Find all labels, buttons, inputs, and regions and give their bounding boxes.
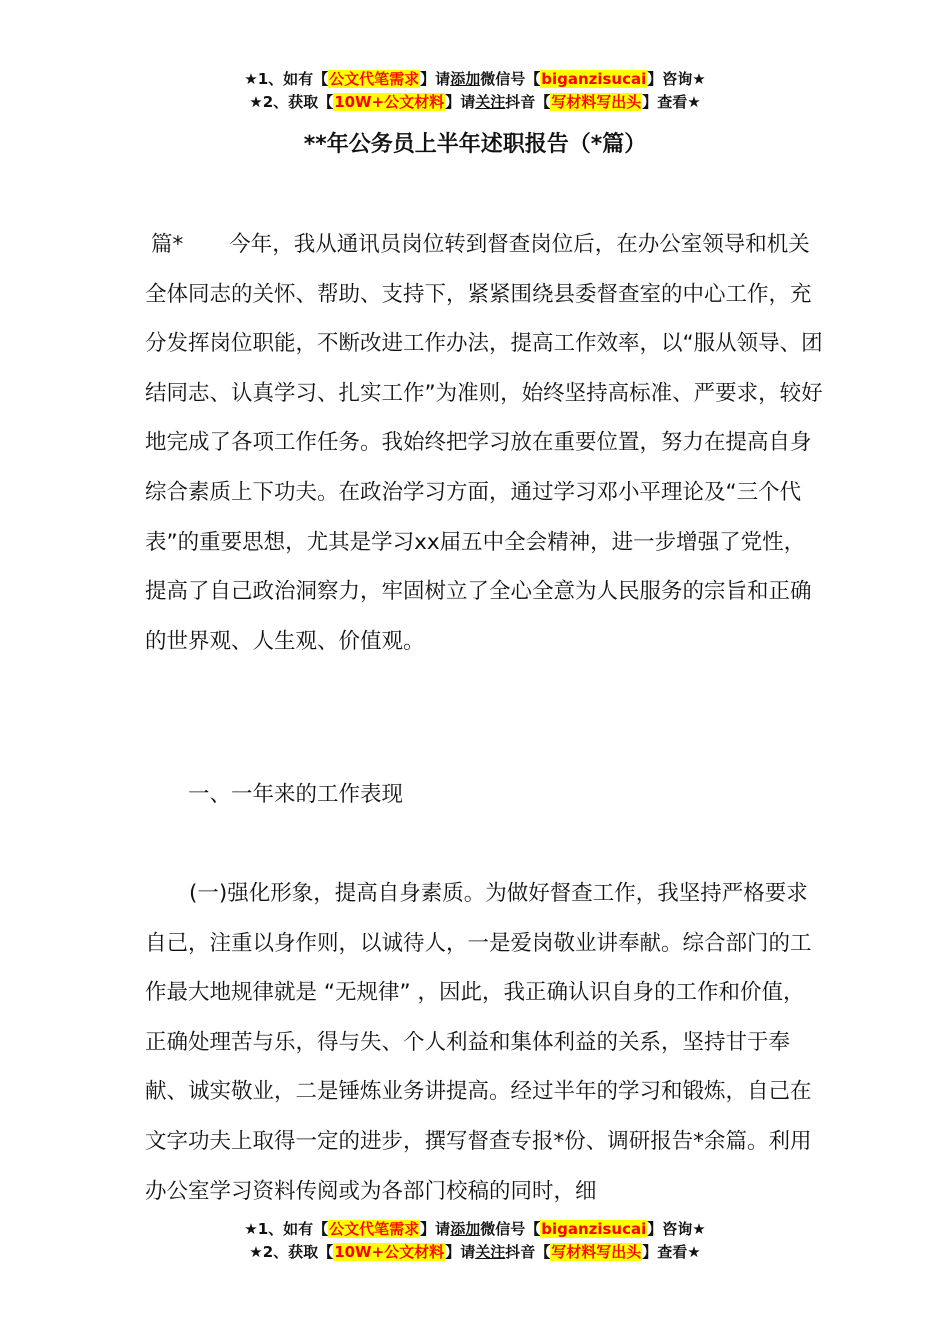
banner-line-2 xyxy=(0,91,950,114)
paragraph-1 xyxy=(145,220,825,666)
banner-text: 】查看★ xyxy=(642,1243,701,1261)
banner-highlight: 10W+公文材料 xyxy=(334,93,445,111)
banner-text: 】请 xyxy=(420,70,451,88)
paragraph-text: (一)强化形象，提高自身素质。为做好督查工作，我坚持严格要求自己，注重以身作则，以诚待人，一是爱岗敬业讲奉献。综合部门的工作最大地规律就是 “无规律” ，因此，我正确认识自身的工作和价值，正确处理苦与乐，得与失、个人利益和集体利益的关系，坚持甘于奉献、诚实敬业，二是锤炼业务讲提高。经过半年的学习和锻炼，自己在文字功夫上取得一定的进步，撰写督查专报*份、调研报告*余篇。利用办公室学习资料传阅或为各部门校稿的同时，细 xyxy=(145,881,812,1204)
banner-text: 】咨询★ xyxy=(647,1220,706,1238)
banner-text: 微信号【 xyxy=(480,1220,541,1238)
bottom-banner xyxy=(0,1218,950,1264)
paragraph-2 xyxy=(145,869,825,1216)
banner-highlight: 写材料写出头 xyxy=(551,1243,642,1261)
banner-highlight: biganzisucai xyxy=(541,70,647,88)
banner-line-1 xyxy=(0,68,950,91)
banner-underline: 关注 xyxy=(475,93,506,111)
banner-highlight: 写材料写出头 xyxy=(551,93,642,111)
banner-highlight: biganzisucai xyxy=(541,1220,647,1238)
banner-underline: 关注 xyxy=(475,1243,506,1261)
banner-text: 】请 xyxy=(420,1220,451,1238)
banner-highlight: 公文代笔需求 xyxy=(329,70,420,88)
banner-text: 】请 xyxy=(445,1243,476,1261)
banner-text: ★1、如有【 xyxy=(244,70,329,88)
banner-text: 微信号【 xyxy=(480,70,541,88)
document-title: **年公务员上半年述职报告（*篇） xyxy=(303,132,647,157)
banner-text: ★2、获取【 xyxy=(249,1243,334,1261)
banner-text: ★2、获取【 xyxy=(249,93,334,111)
banner-highlight: 公文代笔需求 xyxy=(329,1220,420,1238)
banner-text: ★1、如有【 xyxy=(244,1220,329,1238)
banner-text: 】请 xyxy=(445,93,476,111)
banner-text: 抖音【 xyxy=(505,1243,551,1261)
banner-underline: 添加 xyxy=(450,1220,481,1238)
paragraph-text: 今年，我从通讯员岗位转到督查岗位后，在办公室领导和机关全体同志的关怀、帮助、支持下，紧紧围绕县委督查室的中心工作，充分发挥岗位职能，不断改进工作办法，提高工作效率，以“服从领导、团结同志、认真学习、扎实工作”为准则，始终坚持高标准、严要求，较好地完成了各项工作任务。我始终把学习放在重要位置，努力在提高自身综合素质上下功夫。在政治学习方面，通过学习邓小平理论及“三个代表”的重要思想，尤其是学习xx届五中全会精神，进一步增强了党性，提高了自己政治洞察力，牢固树立了全心全意为人民服务的宗旨和正确的世界观、人生观、价值观。 xyxy=(145,232,823,654)
banner-text: 抖音【 xyxy=(505,93,551,111)
top-banner xyxy=(0,68,950,114)
section-heading: 一、一年来的工作表现 xyxy=(188,782,404,807)
banner-line-2 xyxy=(0,1241,950,1264)
paragraph-label: 篇* xyxy=(151,232,184,257)
banner-text: 】咨询★ xyxy=(647,70,706,88)
banner-line-1 xyxy=(0,1218,950,1241)
banner-highlight: 10W+公文材料 xyxy=(334,1243,445,1261)
banner-text: 】查看★ xyxy=(642,93,701,111)
banner-underline: 添加 xyxy=(450,70,481,88)
